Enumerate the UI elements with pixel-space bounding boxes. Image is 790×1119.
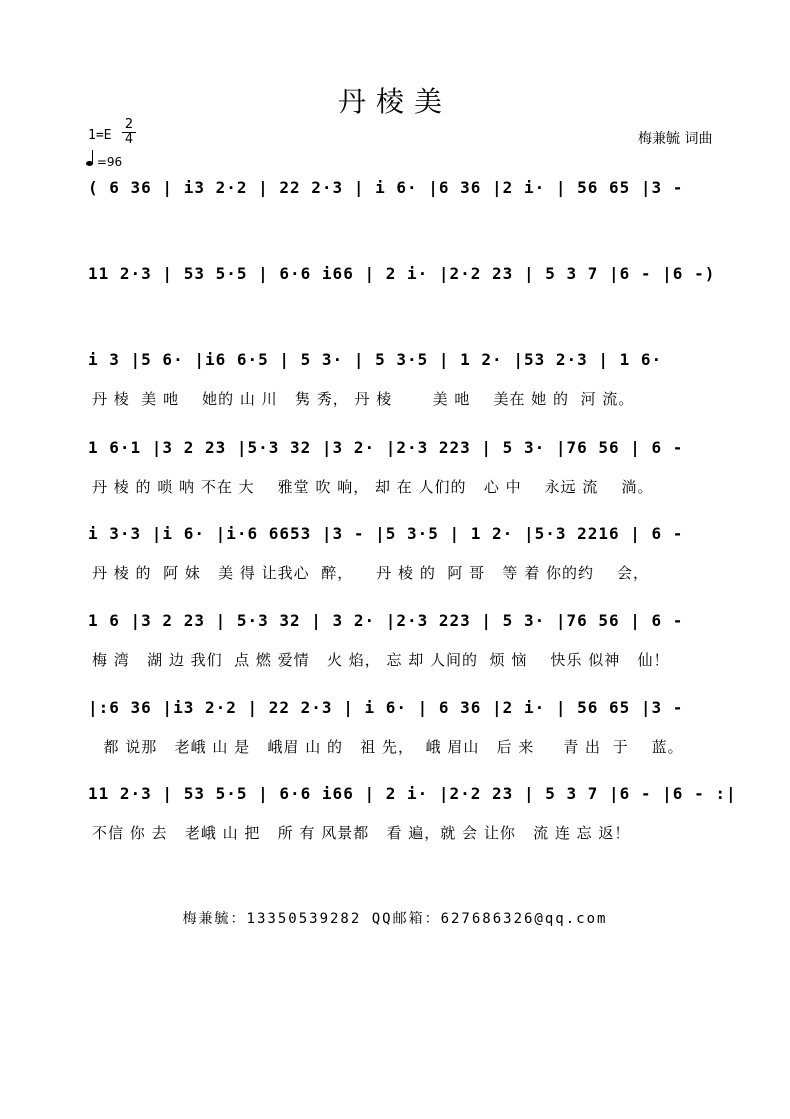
song-title: 丹棱美 [337,85,452,118]
score-notes: |:6 36 |i3 2·2 | 22 2·3 | i 6· | 6 36 |2 i· | 56 65 |3 - [88,698,684,717]
score-row [88,342,748,376]
score-row [88,170,748,204]
lyric-line: 丹 棱 的 阿 妹 美 得 让我心 醉， 丹 棱 的 阿 哥 等 着 你的约 会， [92,564,650,582]
score-notes: 1 6·1 |3 2 23 |5·3 32 |3 2· |2·3 223 | 5 3· |76 56 | 6 - [88,438,684,457]
author-credit: 梅兼毓 词曲 [638,131,713,147]
tempo-marking [86,155,122,169]
lyric-line: 丹 棱 的 唢 呐 不在 大 雅堂 吹 响， 却 在 人们的 心 中 永远 流 淌。 [92,478,654,496]
score-row [88,516,748,550]
score-row [88,430,748,464]
lyric-line: 都 说那 老峨 山 是 峨眉 山 的 祖 先， 峨 眉山 后 来 青 出 于 蓝。 [92,738,684,756]
quarter-note-icon [86,161,93,166]
score-row [88,603,748,637]
lyric-line: 丹 棱 美 吔 她的 山 川 隽 秀， 丹 棱 美 吔 美在 她 的 河 流。 [92,390,635,408]
lyric-line: 不信 你 去 老峨 山 把 所 有 风景都 看 遍，就 会 让你 流 连 忘 返！ [92,824,631,842]
score-notes: i 3·3 |i 6· |i·6 6653 |3 - |5 3·5 | 1 2· |5·3 2216 | 6 - [88,524,684,543]
key-signature: 1=E [88,128,112,143]
time-signature-bottom: 4 [122,132,136,147]
score-notes: ( 6 36 | i3 2·2 | 22 2·3 | i 6· |6 36 |2 i· | 56 65 |3 - [88,178,684,197]
score-notes: 11 2·3 | 53 5·5 | 6·6 i66 | 2 i· |2·2 23 | 5 3 7 |6 - |6 -) [88,264,716,283]
tempo-value: =96 [96,155,123,169]
contact-footer: 梅兼毓：13350539282 QQ邮箱：627686326@qq.com [182,911,608,927]
score-row [88,690,748,724]
time-signature-top: 2 [124,117,134,132]
time-signature [122,118,136,147]
score-notes: 11 2·3 | 53 5·5 | 6·6 i66 | 2 i· |2·2 23 | 5 3 7 |6 - |6 - :| [88,784,737,803]
score-notes: 1 6 |3 2 23 | 5·3 32 | 3 2· |2·3 223 | 5 3· |76 56 | 6 - [88,611,684,630]
lyric-line: 梅 湾 湖 边 我们 点 燃 爱情 火 焰， 忘 却 人间的 烦 恼 快乐 似神 仙！ [92,651,670,669]
score-notes: i 3 |5 6· |i6 6·5 | 5 3· | 5 3·5 | 1 2· |53 2·3 | 1 6· [88,350,663,369]
score-row [88,256,748,290]
score-row [88,776,748,810]
